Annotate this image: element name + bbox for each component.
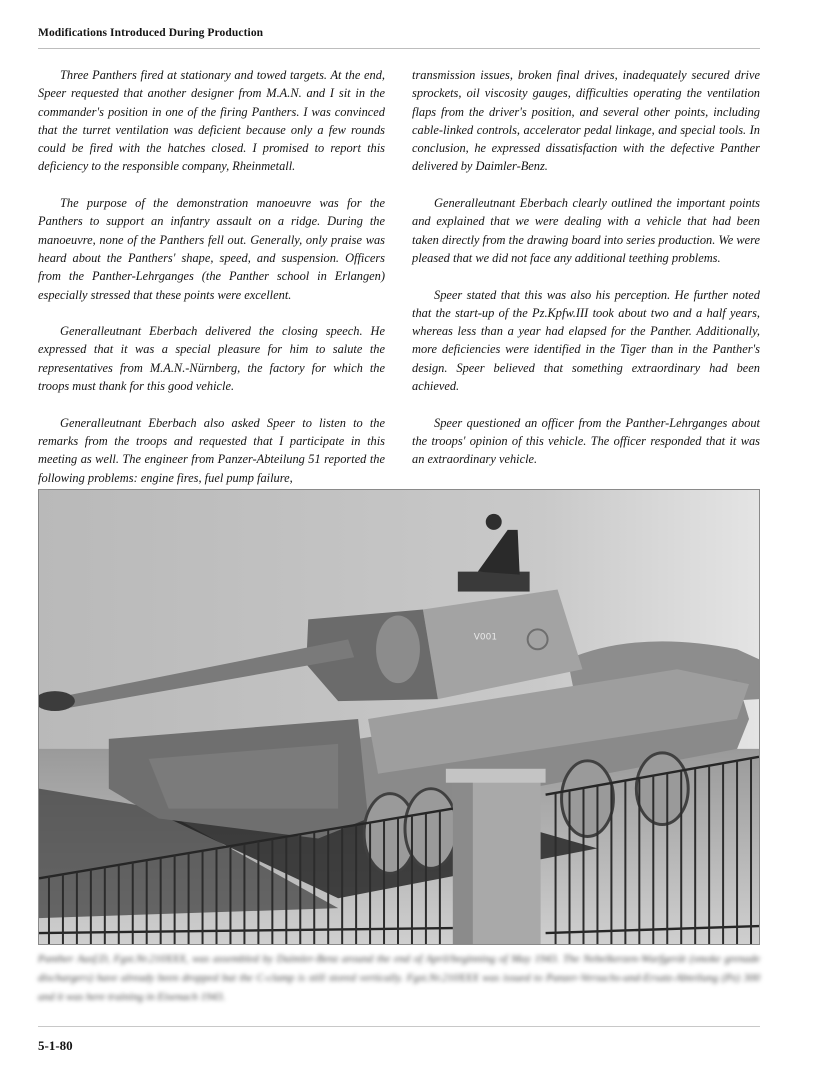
text-column-left bbox=[38, 66, 385, 505]
paragraph: transmission issues, broken final drives, inadequately secured drive sprockets, oil viscosity gauges, difficulties operating the ventilation flaps from the driver's position, and several other points, including cable-linked controls, accelerator pedal linkage, and special tools. In conclusion, he expressed dissatisfaction with the defective Panther delivered by Daimler-Benz. bbox=[412, 68, 760, 174]
paragraph: Generalleutnant Eberbach delivered the closing speech. He expressed that it was a special pleasure for him to salute the representatives from M.A.N.-Nürnberg, the factory for which the troops must thank for this good vehicle. bbox=[38, 324, 385, 394]
panther-tank-photo-illustration bbox=[39, 490, 759, 944]
paragraph: Generalleutnant Eberbach clearly outlined the important points and explained that we were dealing with a vehicle that had been taken directly from the drawing board into series production. We were pleased that we did not face any additional teething problems. bbox=[412, 196, 760, 265]
tank-photograph bbox=[38, 489, 760, 945]
footer-rule bbox=[38, 1026, 760, 1027]
paragraph: Three Panthers fired at stationary and towed targets. At the end, Speer requested that another designer from M.A.N. and I sit in the commander's position in one of the firing Panthers. I was convinced that the turret ventilation was deficient because only a few rounds could be fired with the hatches closed. I promised to report this deficiency to the responsible company, Rheinmetall. bbox=[38, 68, 385, 174]
paragraph: The purpose of the demonstration manoeuvre was for the Panthers to support an infantry assault on a ridge. During the manoeuvre, none of the Panthers fell out. Generally, only praise was heard about the Panthers' shape, speed, and suspension. Officers from the Panther-Lehrganges (the Panther school in Erlangen) especially stressed that these points were excellent. bbox=[38, 196, 385, 302]
turret-number: V001 bbox=[473, 632, 498, 643]
paragraph: Speer questioned an officer from the Panther-Lehrganges about the troops' opinion of this vehicle. The officer responded that it was an extraordinary vehicle. bbox=[412, 415, 760, 467]
figure-caption: Panther Ausf.D, Fgst.Nr.210XXX, was assembled by Daimler-Benz around the end of April/beginning of May 1943. The Nebelkerzen-Wurfgerät (smoke grenade dischargers) have already been dropped but the C-clamp is still stored vertically. Fgst.Nr.210XXX was issued to Panzer-Versuchs-und-Ersatz-Abteilung (Pz) 300 and it was here training in Eisenach 1943. bbox=[38, 953, 760, 1003]
header-rule bbox=[38, 48, 760, 49]
page-number: 5-1-80 bbox=[38, 1038, 73, 1053]
paragraph: Speer stated that this was also his perception. He further noted that the start-up of the Pz.Kpfw.III took about two and a half years, whereas less than a year had elapsed for the Panther. Additionally, more deficiencies were identified in the Tiger than in the Panther's design. Speer believed that something extraordinary had been achieved. bbox=[412, 287, 760, 394]
paragraph: Generalleutnant Eberbach also asked Speer to listen to the remarks from the troops and requested that I participate in this meeting as well. The engineer from Panzer-Abteilung 51 reported the following problems: engine fires, fuel pump failure, bbox=[38, 415, 385, 485]
text-column-right bbox=[412, 66, 760, 487]
running-head: Modifications Introduced During Production bbox=[38, 27, 264, 39]
